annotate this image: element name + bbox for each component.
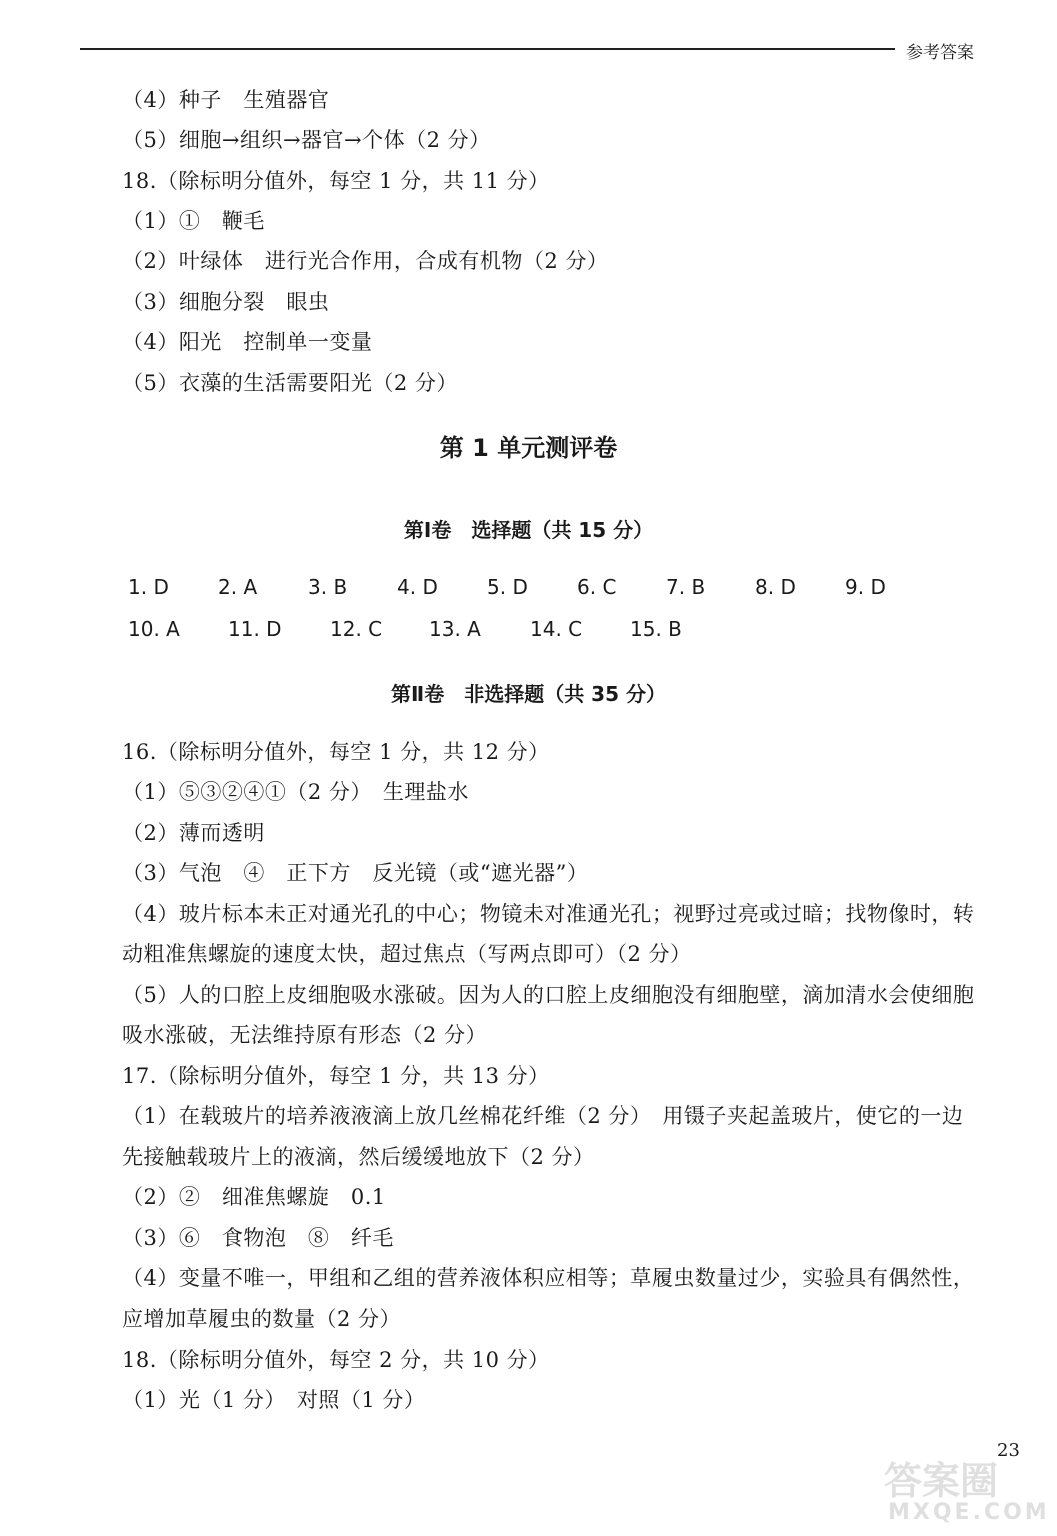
answer-line: 应增加草履虫的数量（2 分） bbox=[122, 1307, 402, 1331]
answer-line: （4）阳光 控制单一变量 bbox=[122, 330, 373, 354]
mc-answer: 3. B bbox=[308, 575, 348, 599]
answer-line: 先接触载玻片上的液滴，然后缓缓地放下（2 分） bbox=[122, 1145, 595, 1169]
mc-answer: 13. A bbox=[429, 617, 481, 641]
answer-line: （4）种子 生殖器官 bbox=[122, 88, 330, 112]
watermark-bottom-text: MXQE.COM bbox=[888, 1500, 1050, 1525]
answer-line: 吸水涨破，无法维持原有形态（2 分） bbox=[122, 1023, 488, 1047]
mc-answer: 7. B bbox=[666, 575, 706, 599]
mc-answer: 14. C bbox=[530, 617, 583, 641]
mc-answer: 10. A bbox=[128, 617, 180, 641]
mc-answer: 9. D bbox=[845, 575, 886, 599]
mc-answer: 2. A bbox=[218, 575, 258, 599]
watermark-top-text: 答案圈 bbox=[884, 1459, 999, 1503]
answer-line: （2）叶绿体 进行光合作用，合成有机物（2 分） bbox=[122, 249, 609, 273]
mc-answer: 11. D bbox=[228, 617, 282, 641]
question-heading: 18.（除标明分值外，每空 2 分，共 10 分） bbox=[122, 1348, 550, 1372]
answer-line: （1）在载玻片的培养液液滴上放几丝棉花纤维（2 分） 用镊子夹起盖玻片，使它的一边 bbox=[122, 1104, 964, 1128]
mc-answer: 6. C bbox=[577, 575, 617, 599]
question-heading: 16.（除标明分值外，每空 1 分，共 12 分） bbox=[122, 740, 550, 764]
answer-line: （2）薄而透明 bbox=[122, 821, 265, 845]
mc-answer: 5. D bbox=[487, 575, 528, 599]
mc-answer: 1. D bbox=[128, 575, 169, 599]
part2-title: 第Ⅱ卷 非选择题（共 35 分） bbox=[391, 682, 666, 706]
answer-line: 动粗准焦螺旋的速度太快，超过焦点（写两点即可）（2 分） bbox=[122, 942, 692, 966]
answer-line: （1）① 鞭毛 bbox=[122, 209, 265, 233]
answer-line: （3）气泡 ④ 正下方 反光镜（或“遮光器”） bbox=[122, 861, 589, 885]
watermark-logo bbox=[880, 1450, 1050, 1530]
page-number: 23 bbox=[997, 1440, 1020, 1461]
mc-answer: 12. C bbox=[330, 617, 383, 641]
answer-line: （5）人的口腔上皮细胞吸水涨破。因为人的口腔上皮细胞没有细胞壁，滴加清水会使细胞 bbox=[122, 983, 975, 1007]
answer-line: （5）细胞→组织→器官→个体（2 分） bbox=[122, 128, 491, 152]
answer-line: （4）变量不唯一，甲组和乙组的营养液体积应相等；草履虫数量过少，实验具有偶然性， bbox=[122, 1266, 975, 1290]
question-heading: 18.（除标明分值外，每空 1 分，共 11 分） bbox=[122, 169, 550, 193]
header-rule bbox=[80, 48, 895, 50]
answer-line: （3）⑥ 食物泡 ⑧ 纤毛 bbox=[122, 1226, 394, 1250]
answer-line: （3）细胞分裂 眼虫 bbox=[122, 290, 330, 314]
question-heading: 17.（除标明分值外，每空 1 分，共 13 分） bbox=[122, 1064, 550, 1088]
mc-answer: 8. D bbox=[755, 575, 796, 599]
answer-line: （1）光（1 分） 对照（1 分） bbox=[122, 1388, 426, 1412]
answer-line: （1）⑤③②④①（2 分） 生理盐水 bbox=[122, 780, 469, 804]
part1-title: 第Ⅰ卷 选择题（共 15 分） bbox=[403, 518, 654, 542]
answer-line: （4）玻片标本未正对通光孔的中心；物镜未对准通光孔；视野过亮或过暗；找物像时，转 bbox=[122, 902, 975, 926]
answer-line: （2）② 细准焦螺旋 0.1 bbox=[122, 1185, 386, 1209]
section-title: 第 1 单元测评卷 bbox=[439, 434, 618, 462]
mc-answer: 15. B bbox=[630, 617, 682, 641]
answer-line: （5）衣藻的生活需要阳光（2 分） bbox=[122, 371, 458, 395]
mc-answer: 4. D bbox=[397, 575, 438, 599]
header-label: 参考答案 bbox=[906, 43, 974, 63]
